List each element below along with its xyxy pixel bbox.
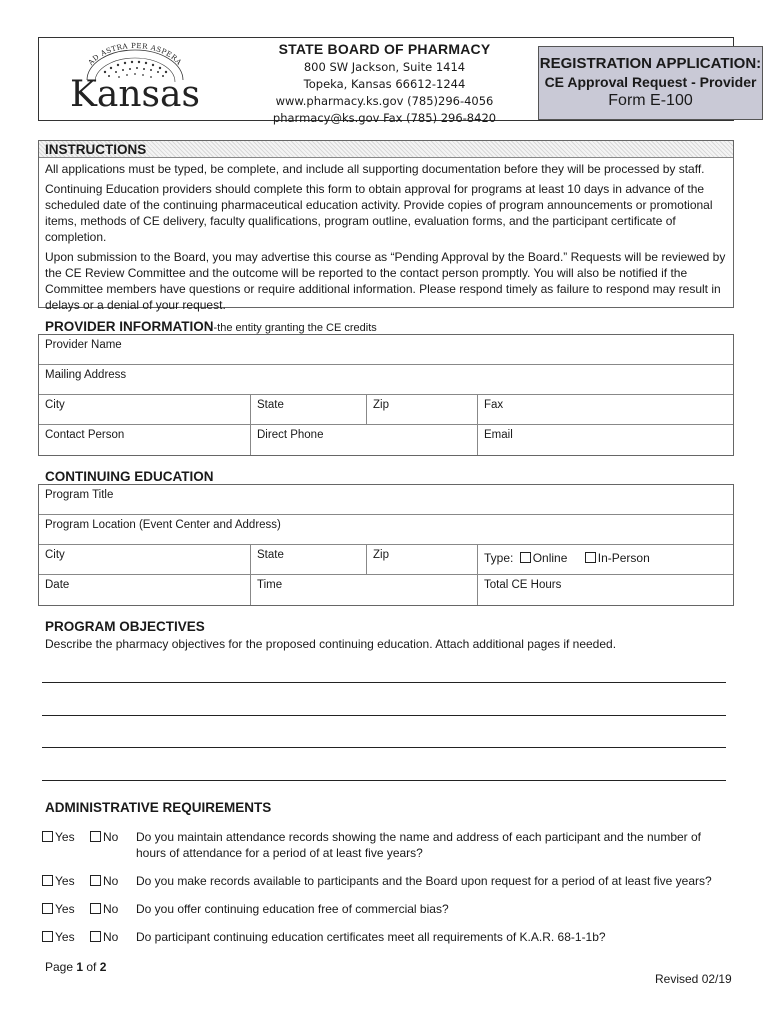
direct-phone-field[interactable] [251,425,478,455]
objectives-line-4[interactable] [42,780,726,781]
logo-motto: AD ASTRA PER ASPERA [86,41,184,67]
no-label: No [103,830,119,844]
state-label: State [257,399,284,411]
email-label: Email [484,429,513,441]
q1-yes-checkbox[interactable] [42,831,53,842]
table-row [39,395,733,425]
zip-label: Zip [373,399,389,411]
mailing-address-label: Mailing Address [45,369,127,381]
yes-label: Yes [55,874,75,888]
zip-label: Zip [373,549,389,561]
provider-heading-sub: -the entity granting the CE credits [213,322,377,334]
instructions-box [38,140,734,312]
admin-heading: ADMINISTRATIVE REQUIREMENTS [45,800,272,815]
ce-type-field [478,545,733,574]
provider-info-table [38,334,734,456]
kansas-seal-icon [39,38,231,120]
q1-text: Do you maintain attendance records showing the name and address of each participant and the number of hours of attendance for a period of at least five years? [136,830,702,860]
email-field[interactable] [478,425,733,455]
revised-date: Revised 02/19 [655,972,732,986]
program-title-label: Program Title [45,489,114,501]
instructions-bar [39,141,733,158]
objectives-line-2[interactable] [42,715,726,716]
no-label: No [103,930,119,944]
time-label: Time [257,579,283,591]
no-label: No [103,874,119,888]
table-row [39,335,733,365]
admin-question-4 [42,929,732,945]
registration-box [538,46,763,120]
page-of: of [83,960,100,974]
table-row [39,485,733,515]
q2-text: Do you make records available to participants and the Board upon request for a period of at least five years? [136,874,712,888]
objectives-heading: PROGRAM OBJECTIVES [45,619,205,634]
board-info [232,38,537,125]
admin-question-1 [42,829,732,861]
q4-text: Do participant continuing education certificates meet all requirements of K.A.R. 68-1-1b? [136,930,606,944]
registration-title: REGISTRATION APPLICATION: [539,55,762,72]
instructions-paragraph-2: Continuing Education providers should complete this form to obtain approval for programs at least 10 days in advance of the scheduled date of the continuing pharmaceutical education activity. Provide copies of program announcements or promotional items, methods of CE delivery, faculty qualifications, program outline, evaluation forms, and the participant certificate of completion. [45,182,713,244]
ce-time-field[interactable] [251,575,478,605]
page-prefix: Page [45,960,77,974]
admin-question-2 [42,873,732,889]
provider-city-field[interactable] [39,395,251,424]
online-label: Online [532,551,568,565]
provider-state-field[interactable] [251,395,367,424]
type-label: Type: [484,551,514,565]
email-fax: pharmacy@ks.gov Fax (785) 296-8420 [272,111,497,125]
in-person-label: In-Person [597,551,650,565]
yes-label: Yes [55,830,75,844]
objectives-line-3[interactable] [42,747,726,748]
table-row [39,575,733,605]
instructions-heading: INSTRUCTIONS [45,142,147,157]
q4-yes-checkbox[interactable] [42,931,53,942]
objectives-description: Describe the pharmacy objectives for the proposed continuing education. Attach additional pages if needed. [45,637,617,651]
q2-yes-checkbox[interactable] [42,875,53,886]
ce-date-field[interactable] [39,575,251,605]
table-row [39,365,733,395]
ce-heading: CONTINUING EDUCATION [45,469,214,484]
contact-person-field[interactable] [39,425,251,455]
fax-label: Fax [484,399,504,411]
page-current: 1 [76,960,84,974]
instructions-paragraph-1: All applications must be typed, be complete, and include all supporting documentation before they will be processed by staff. [45,162,705,176]
date-label: Date [45,579,70,591]
provider-heading-main: PROVIDER INFORMATION [45,319,214,334]
form-header [38,37,762,125]
logo-wordmark: Kansas [70,74,200,115]
provider-fax-field[interactable] [478,395,733,424]
state-label: State [257,549,284,561]
program-location-field[interactable] [39,515,733,544]
admin-question-3 [42,901,732,917]
in-person-checkbox[interactable] [585,552,596,563]
ce-info-table [38,484,734,606]
kansas-logo [39,38,231,120]
q1-no-checkbox[interactable] [90,831,101,842]
mailing-address-field[interactable] [39,365,733,394]
ce-zip-field[interactable] [367,545,478,574]
no-label: No [103,902,119,916]
web-phone: www.pharmacy.ks.gov (785)296-4056 [275,94,494,108]
objectives-line-1[interactable] [42,682,726,683]
form-number: Form E-100 [608,92,693,109]
yes-label: Yes [55,930,75,944]
address-line-2: Topeka, Kansas 66612-1244 [303,77,466,91]
online-checkbox[interactable] [520,552,531,563]
registration-subtitle: CE Approval Request - Provider [544,74,757,90]
table-row [39,515,733,545]
address-line-1: 800 SW Jackson, Suite 1414 [303,60,466,74]
svg-text:AD ASTRA PER ASPERA [86,42,183,68]
q3-no-checkbox[interactable] [90,903,101,914]
ce-state-field[interactable] [251,545,367,574]
board-title: STATE BOARD OF PHARMACY [278,41,491,57]
q3-yes-checkbox[interactable] [42,903,53,914]
contact-person-label: Contact Person [45,429,125,441]
instructions-paragraph-3: Upon submission to the Board, you may advertise this course as “Pending Approval by the Board.” Requests will be reviewed by the CE Review Committee and the outcome will be reported to the contact person promptly. You will also be notified if the Committee members have questions or require additional information. Please respond timely as failure to respond may result in delays or a denial of your request. [45,250,726,312]
program-title-field[interactable] [39,485,733,514]
table-row [39,425,733,455]
q4-no-checkbox[interactable] [90,931,101,942]
provider-name-field[interactable] [39,335,733,364]
total-ce-hours-field[interactable] [478,575,733,605]
yes-label: Yes [55,902,75,916]
city-label: City [45,549,65,561]
total-ce-hours-label: Total CE Hours [484,579,562,591]
provider-zip-field[interactable] [367,395,478,424]
page-number [45,960,106,974]
provider-name-label: Provider Name [45,339,122,351]
page-total: 2 [99,960,107,974]
q2-no-checkbox[interactable] [90,875,101,886]
direct-phone-label: Direct Phone [257,429,324,441]
table-row [39,545,733,575]
city-label: City [45,399,65,411]
program-location-label: Program Location (Event Center and Address) [45,519,281,531]
ce-city-field[interactable] [39,545,251,574]
q3-text: Do you offer continuing education free of commercial bias? [136,902,449,916]
provider-heading [45,319,377,334]
